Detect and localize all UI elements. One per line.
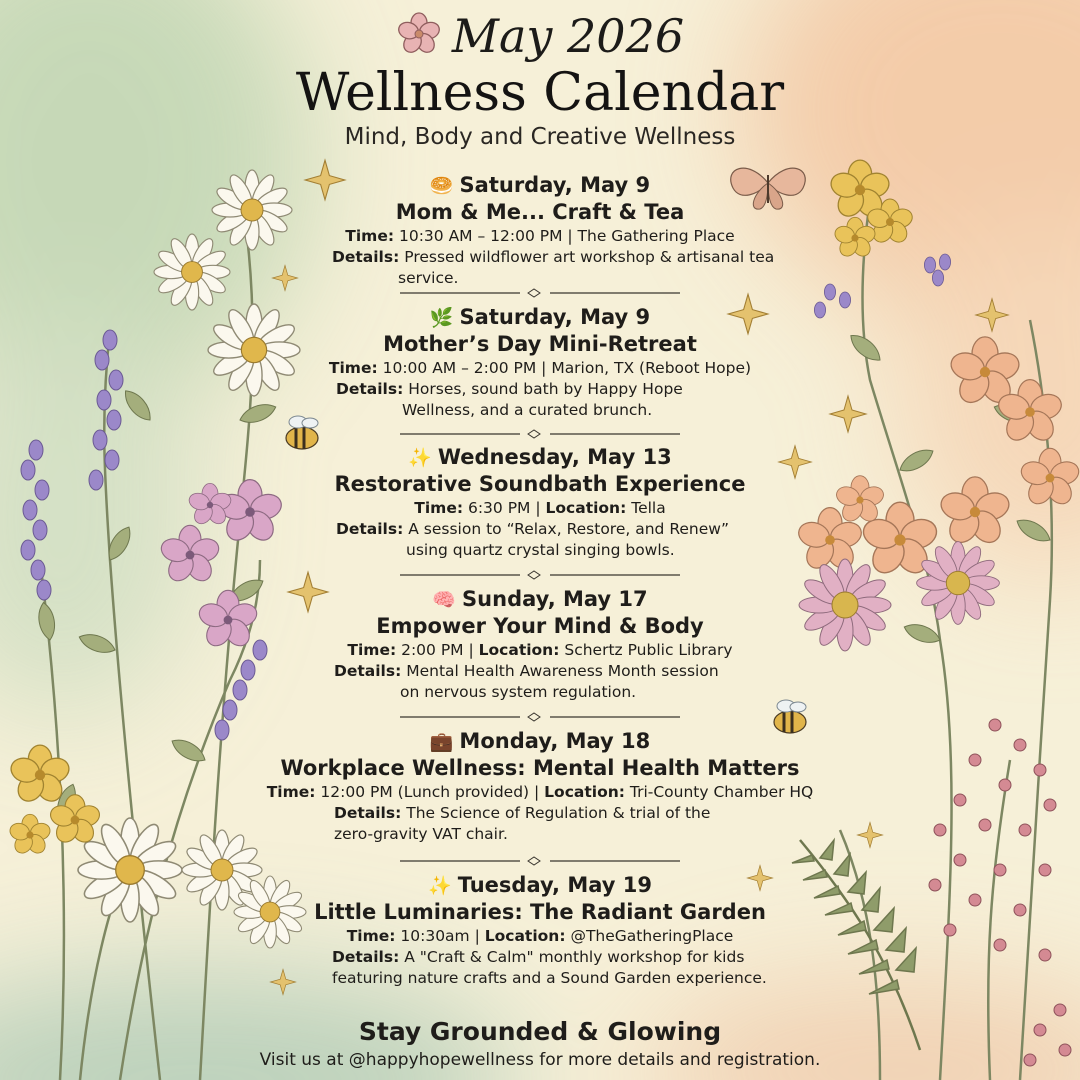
event-date: 🌿 Saturday, May 9 [429, 305, 651, 329]
briefcase-icon: 💼 [429, 731, 454, 753]
event-details: Details: Mental Health Awareness Month session on nervous system regulation. [334, 662, 719, 701]
ornament-divider [400, 288, 680, 298]
footer-title: Stay Grounded & Glowing [358, 1017, 722, 1046]
brain-icon: 🧠 [432, 589, 457, 611]
event-time: Time: 10:00 AM – 2:00 PM | Marion, TX (Reboot Hope) [328, 359, 752, 377]
event-date: 🧠 Sunday, May 17 [432, 587, 648, 611]
event-details: Details: Horses, sound bath by Happy Hope Wellness, and a curated brunch. [336, 380, 683, 419]
event-details: Details: Pressed wildflower art workshop & artisanal tea service. [332, 248, 775, 287]
event-card [230, 728, 850, 845]
month-label: May 2026 [451, 9, 685, 63]
sparkles-icon: ✨ [408, 447, 432, 469]
event-date: 💼 Monday, May 18 [429, 729, 651, 753]
event-card [260, 586, 820, 703]
event-details: Details: A session to “Relax, Restore, and Renew” using quartz crystal singing bowls. [336, 520, 729, 559]
sparkles-icon: ✨ [428, 875, 452, 897]
bagel-icon: 🥯 [429, 175, 454, 197]
event-time: Time: 10:30 AM – 12:00 PM | The Gathering Place [345, 227, 735, 245]
ornament-divider [400, 712, 680, 722]
flower-icon [396, 11, 442, 69]
event-date: ✨ Tuesday, May 19 [428, 873, 652, 897]
event-details: Details: The Science of Regulation & trial of the zero-gravity VAT chair. [334, 804, 711, 843]
event-date: 🥯 Saturday, May 9 [429, 173, 651, 197]
event-time: Time: 6:30 PM | Location: Tella [414, 499, 666, 517]
event-time: Time: 10:30am | Location: @TheGatheringPlace [346, 927, 734, 945]
header-month [0, 8, 1080, 69]
herb-icon: 🌿 [429, 307, 454, 329]
event-title: Mother’s Day Mini-Retreat [383, 332, 697, 356]
event-time: Time: 2:00 PM | Location: Schertz Public Library [347, 641, 733, 659]
ornament-divider [400, 856, 680, 866]
event-title: Empower Your Mind & Body [376, 614, 704, 638]
event-details: Details: A "Craft & Calm" monthly workshop for kids featuring nature crafts and a Sound Garden experience. [332, 948, 767, 987]
event-time: Time: 12:00 PM (Lunch provided) | Location: Tri-County Chamber HQ [266, 783, 814, 801]
page-subtitle: Mind, Body and Creative Wellness [344, 124, 736, 150]
event-title: Little Luminaries: The Radiant Garden [314, 900, 766, 924]
event-title: Mom & Me... Craft & Tea [395, 200, 685, 224]
event-title: Restorative Soundbath Experience [334, 472, 746, 496]
event-date: ✨ Wednesday, May 13 [408, 445, 672, 469]
ornament-divider [400, 429, 680, 439]
ornament-divider [400, 570, 680, 580]
footer-subtitle: Visit us at @happyhopewellness for more details and registration. [259, 1050, 821, 1070]
event-card [260, 304, 820, 421]
event-card [240, 872, 840, 989]
event-title: Workplace Wellness: Mental Health Matters [280, 756, 800, 780]
event-card [260, 172, 820, 289]
page-title: Wellness Calendar [295, 63, 785, 123]
event-card [260, 444, 820, 561]
